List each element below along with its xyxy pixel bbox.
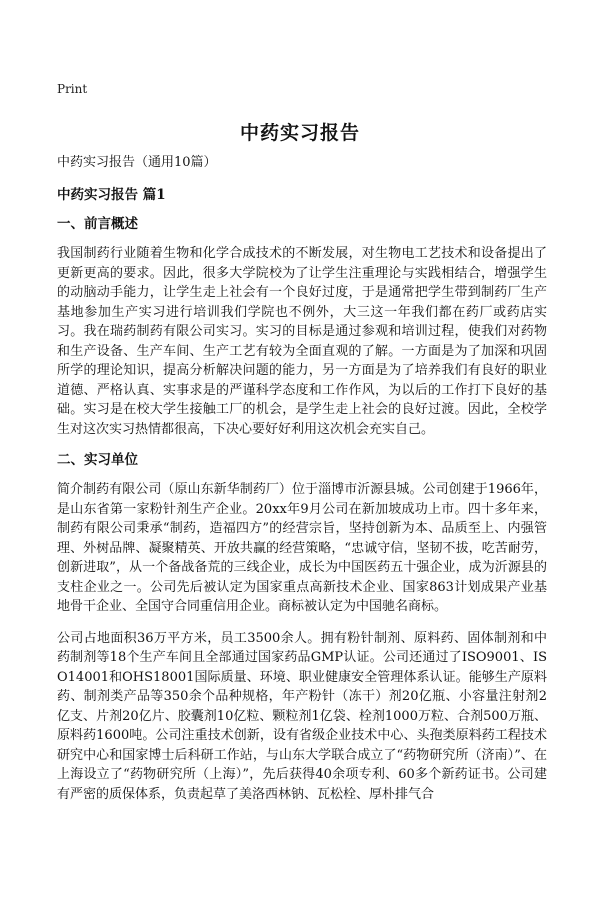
section-title: 中药实习报告 篇1 [57, 187, 166, 203]
heading-company: 二、实习单位 [57, 452, 138, 468]
document-title: 中药实习报告 [239, 122, 360, 144]
document-body [57, 153, 547, 816]
heading-overview: 一、前言概述 [57, 216, 138, 232]
paragraph-overview: 我国制药行业随着生物和化学合成技术的不断发展，对生物电工艺技术和设备提出了更新更高的要求。因此，很多大学院校为了让学生注重理论与实践相结合，增强学生的动脑动手能力，让学生走上社会有一个良好过度，于是通常把学生带到制药厂生产基地参加生产实习进行培训我们学院也不例外，大三这一年我们都在药厂或药店实习。我在瑞药制药有限公司实习。实习的目标是通过参观和培训过程，使我们对药物和生产设备、生产车间、生产工艺有较为全面直观的了解。一方面是为了加深和巩固所学的理论知识，提高分析解决问题的能力，另一方面是为了培养我们有良好的职业道德、严格认真、实事求是的严谨科学态度和工作作风，为以后的工作打下良好的基础。实习是在校大学生接触工厂的机会，是学生走上社会的良好过渡。因此，全校学生对这次实习热情都很高，下决心要好好利用这次机会充实自己。 [57, 246, 547, 437]
document-subtitle: 中药实习报告（通用10篇） [57, 155, 217, 170]
paragraph-company-intro: 简介制药有限公司（原山东新华制药厂）位于淄博市沂源县城。公司创建于1966年，是山东省第一家粉针剂生产企业。20xx年9月公司在新加坡成功上市。四十多年来，制药有限公司秉承“制药，造福四方”的经营宗旨，坚持创新为本、品质至上、内强管理、外树品牌、凝聚精英、开放共赢的经营策略，“忠诚守信，坚韧不拔，吃苦耐劳，创新进取”，从一个备战备荒的三线企业，成长为中国医药五十强企业，成为沂源县的支柱企业之一。公司先后被认定为国家重点高新技术企业、国家863计划成果产业基地骨干企业、全国守合同重信用企业。商标被认定为中国驰名商标。 [57, 482, 547, 614]
print-label[interactable]: Print [57, 82, 88, 96]
paragraph-company-details: 公司占地面积36万平方米，员工3500余人。拥有粉针制剂、原料药、固体制剂和中药制剂等18个生产车间且全部通过国家药品GMP认证。公司还通过了ISO9001、ISO14001和OHS18001国际质量、环境、职业健康安全管理体系认证。能够生产原料药、制剂类产品等350余个品种规格，年产粉针（冻干）剂20亿瓶、小容量注射剂2亿支、片剂20亿片、胶囊剂10亿粒、颗粒剂1亿袋、栓剂1000万粒、合剂500万瓶、原料药1600吨。公司注重技术创新，设有省级企业技术中心、头孢类原料药工程技术研究中心和国家博士后科研工作站，与山东大学联合成立了“药物研究所（济南）”、在上海设立了“药物研究所（上海）”，先后获得40余项专利、60多个新药证书。公司建有严密的质保体系，负责起草了美洛西林钠、瓦松栓、厚朴排气合 [57, 630, 547, 802]
